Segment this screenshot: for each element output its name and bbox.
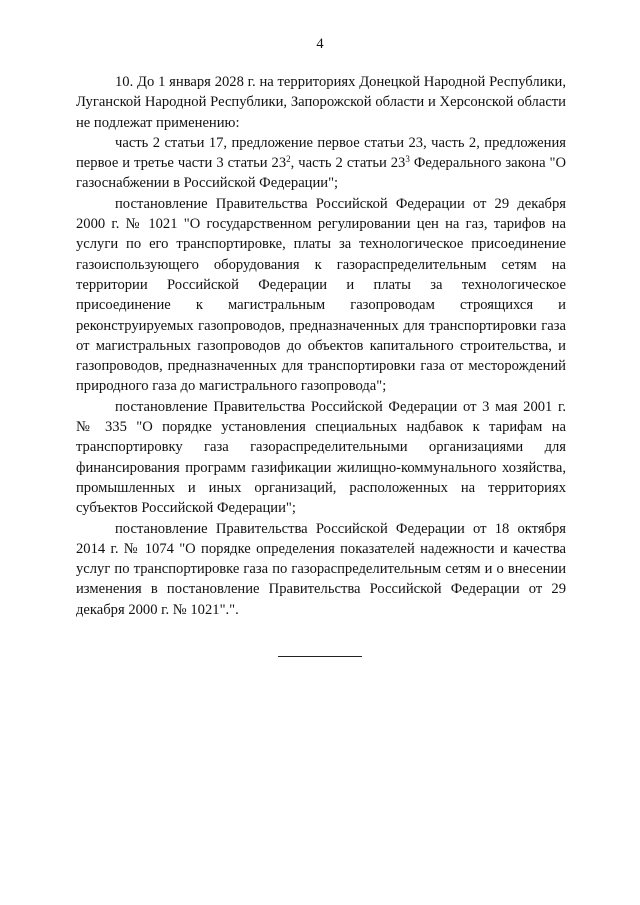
- text-segment: часть 2 статьи 17, предложение первое статьи 23, часть 2, предложения первое и третье части 3 статьи 23: [76, 134, 566, 172]
- superscript-index: 3: [405, 154, 410, 165]
- paragraph-resolution-335: постановление Правительства Российской Федерации от 3 мая 2001 г. № 335 "О порядке установления специальных надбавок к тарифам на транспортировку газа газораспределительными организациями для финансирования программ газификации жилищно-коммунального хозяйства, промышленных и иных организаций, расположенных на территориях субъектов Российской Федерации";: [76, 398, 566, 517]
- text-segment: , часть 2 статьи 23: [290, 155, 406, 172]
- paragraph-resolution-1021: постановление Правительства Российской Федерации от 29 декабря 2000 г. № 1021 "О государственном регулировании цен на газ, тарифов на услуги по его транспортировке, платы за технологическое присоединение газоиспользующего оборудования к газораспределительным сетям на территории Российской Федерации и платы за технологическое присоединение к магистральным газопроводам строящихся и реконструируемых газопроводов, предназначенных для транспортировки газа от магистральных газопроводов до объектов капитального строительства, и газопроводов, предназначенных для транспортировки газа от месторождений природного газа до магистрального газопровода";: [76, 195, 566, 395]
- paragraph-resolution-1074: постановление Правительства Российской Федерации от 18 октября 2014 г. № 1074 "О порядке определения показателей надежности и качества услуг по транспортировке газа по газораспределительным сетям и о внесении изменения в постановление Правительства Российской Федерации от 29 декабря 2000 г. № 1021".".: [76, 520, 566, 618]
- document-body: [76, 72, 566, 620]
- page-number: 4: [316, 36, 324, 52]
- superscript-index: 2: [286, 154, 291, 165]
- end-of-text-rule: [278, 656, 362, 657]
- text-segment: Федерального закона "О газоснабжении в Российской Федерации";: [76, 155, 567, 192]
- paragraph-gas-supply-law: [76, 133, 566, 194]
- paragraph-item-10: 10. До 1 января 2028 г. на территориях Донецкой Народной Республики, Луганской Народной Республики, Запорожской области и Херсонской области не подлежат применению:: [76, 74, 566, 131]
